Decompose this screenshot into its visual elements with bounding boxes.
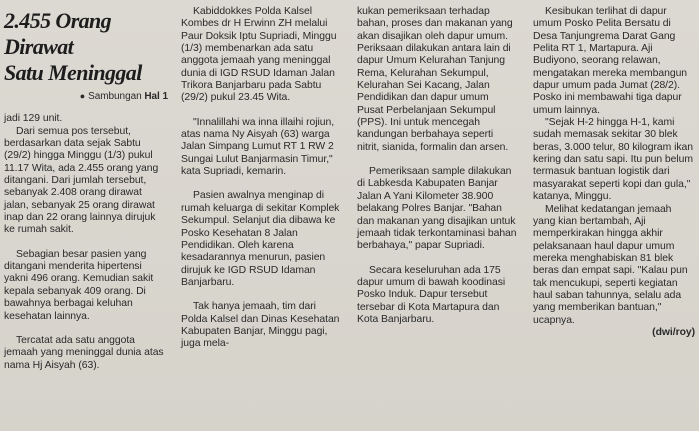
reporter-signature: (dwi/roy) (652, 326, 695, 338)
article-column-3 (357, 6, 517, 427)
paragraph: Kabiddokkes Polda Kalsel Kombes dr H Erwinn ZH melalui Paur Doksik Iptu Supriadi, Minggu (1/3) membenarkan ada satu anggota jemaah yang meninggal dunia di IGD RSUD Idaman Jalan Trikora Banjarbaru pada Sabtu (29/2) pukul 23.45 Wita. (181, 6, 337, 104)
article-column-1 (4, 6, 168, 427)
article-headline (4, 8, 168, 86)
continuation-text: Sambungan (88, 91, 142, 102)
headline-line-2: Satu Meninggal (4, 60, 142, 85)
paragraph: Kesibukan terlihat di dapur umum Posko Pelita Bersatu di Desa Tanjungrema Darat Gang Pelita RT 1, Martapura. Aji Budiyono, seorang relawan, mengatakan mereka membangun dapur umum pada Jumat (28/2). Posko ini membawahi tiga dapur umum lainnya. (533, 6, 688, 116)
paragraph: kukan pemeriksaan terhadap bahan, proses dan makanan yang akan disajikan oleh dapur umum. Periksaan dilakukan antara lain di dapur Umum Kelurahan Tanjung Rema, Kelurahan Sekumpul, Kelurahan Sei Kacang, Jalan Pendidikan dan dapur umum Pusat Perbelanjaan Sekumpul (PPS). Ini untuk mencegah kandungan berbahaya seperti nitrit, sianida, formalin dan arsen. (357, 6, 513, 153)
paragraph: Pemeriksaan sample dilakukan di Labkesda Kabupaten Banjar Jalan A Yani Kilometer 38.900 belakang Polres Banjar. "Bahan dan makanan yang disajikan untuk jemaah tidak terkontaminasi bahan berbahaya," papar Supriadi. (357, 166, 517, 252)
byline-row (533, 327, 695, 339)
article-column-2 (181, 6, 341, 427)
bullet-icon: ● (79, 91, 86, 101)
paragraph: Pasien awalnya menginap di rumah keluarga di sekitar Komplek Sekumpul. Selanjut dia dibawa ke Posko Kesehatan 8 Jalan Pendidikan. Oleh karena kesadarannya menurun, pasien dirujuk ke IGD RSUD Idaman Banjarbaru. (181, 190, 340, 288)
continuation-label (4, 90, 168, 103)
headline-line-1: 2.455 Orang Dirawat (4, 8, 112, 59)
article-column-4 (533, 6, 695, 427)
paragraph: jadi 129 unit. (4, 113, 63, 125)
paragraph: Secara keseluruhan ada 175 dapur umum di bawah koodinasi Posko Induk. Dapur tersebut tersebar di Kota Martapura dan Kota Banjarbaru. (357, 264, 506, 325)
paragraph: Tercatat ada satu anggota jemaah yang meninggal dunia atas nama Hj Aisyah (63). (4, 334, 164, 371)
paragraph: Melihat kedatangan jemaah yang kian bertambah, Aji memperkirakan hingga akhir pelaksanaan haul dapur umum mereka menghabiskan 81 blek beras dan empat sapi. "Kalau pun tak mencukupi, seperti kegiatan haul saban tahunnya, selalu ada yang memberikan bantuan," ucapnya. (533, 203, 688, 326)
paragraph: "Innalillahi wa inna illaihi rojiun, atas nama Ny Aisyah (63) warga Jalan Simpang Lumut RT 1 RW 2 Sungai Lulut Banjarmasin Timur," kata Supriadi, kemarin. (181, 116, 335, 178)
paragraph: Sebagian besar pasien yang ditangani menderita hipertensi yakni 496 orang. Kemudian sakit kepala sebanyak 409 orang. Di bawahnya berbagai keluhan kesehatan lainnya. (4, 248, 154, 322)
paragraph: Tak hanya jemaah, tim dari Polda Kalsel dan Dinas Kesehatan Kabupaten Banjar, Minggu pagi, juga mela- (181, 301, 340, 350)
continuation-page: Hal 1 (144, 91, 168, 102)
paragraph: Dari semua pos tersebut, berdasarkan data sejak Sabtu (29/2) hingga Minggu (1/3) pukul 11.17 Wita, ada 2.455 orang yang ditangani. Dari jumlah tersebut, sebanyak 2.408 orang dirawat jalan, sebanyak 25 orang dirawat inap dan 22 orang lainnya dirujuk ke rumah sakit. (4, 125, 159, 236)
paragraph: "Sejak H-2 hingga H-1, kami sudah memasak sekitar 30 blek beras, 3.000 telur, 80 kilogram ikan kering dan satu sapi. Itu pun belum termasuk bantuan logistik dari masyarakat seperti kopi dan gula," katanya, Minggu. (533, 117, 693, 203)
